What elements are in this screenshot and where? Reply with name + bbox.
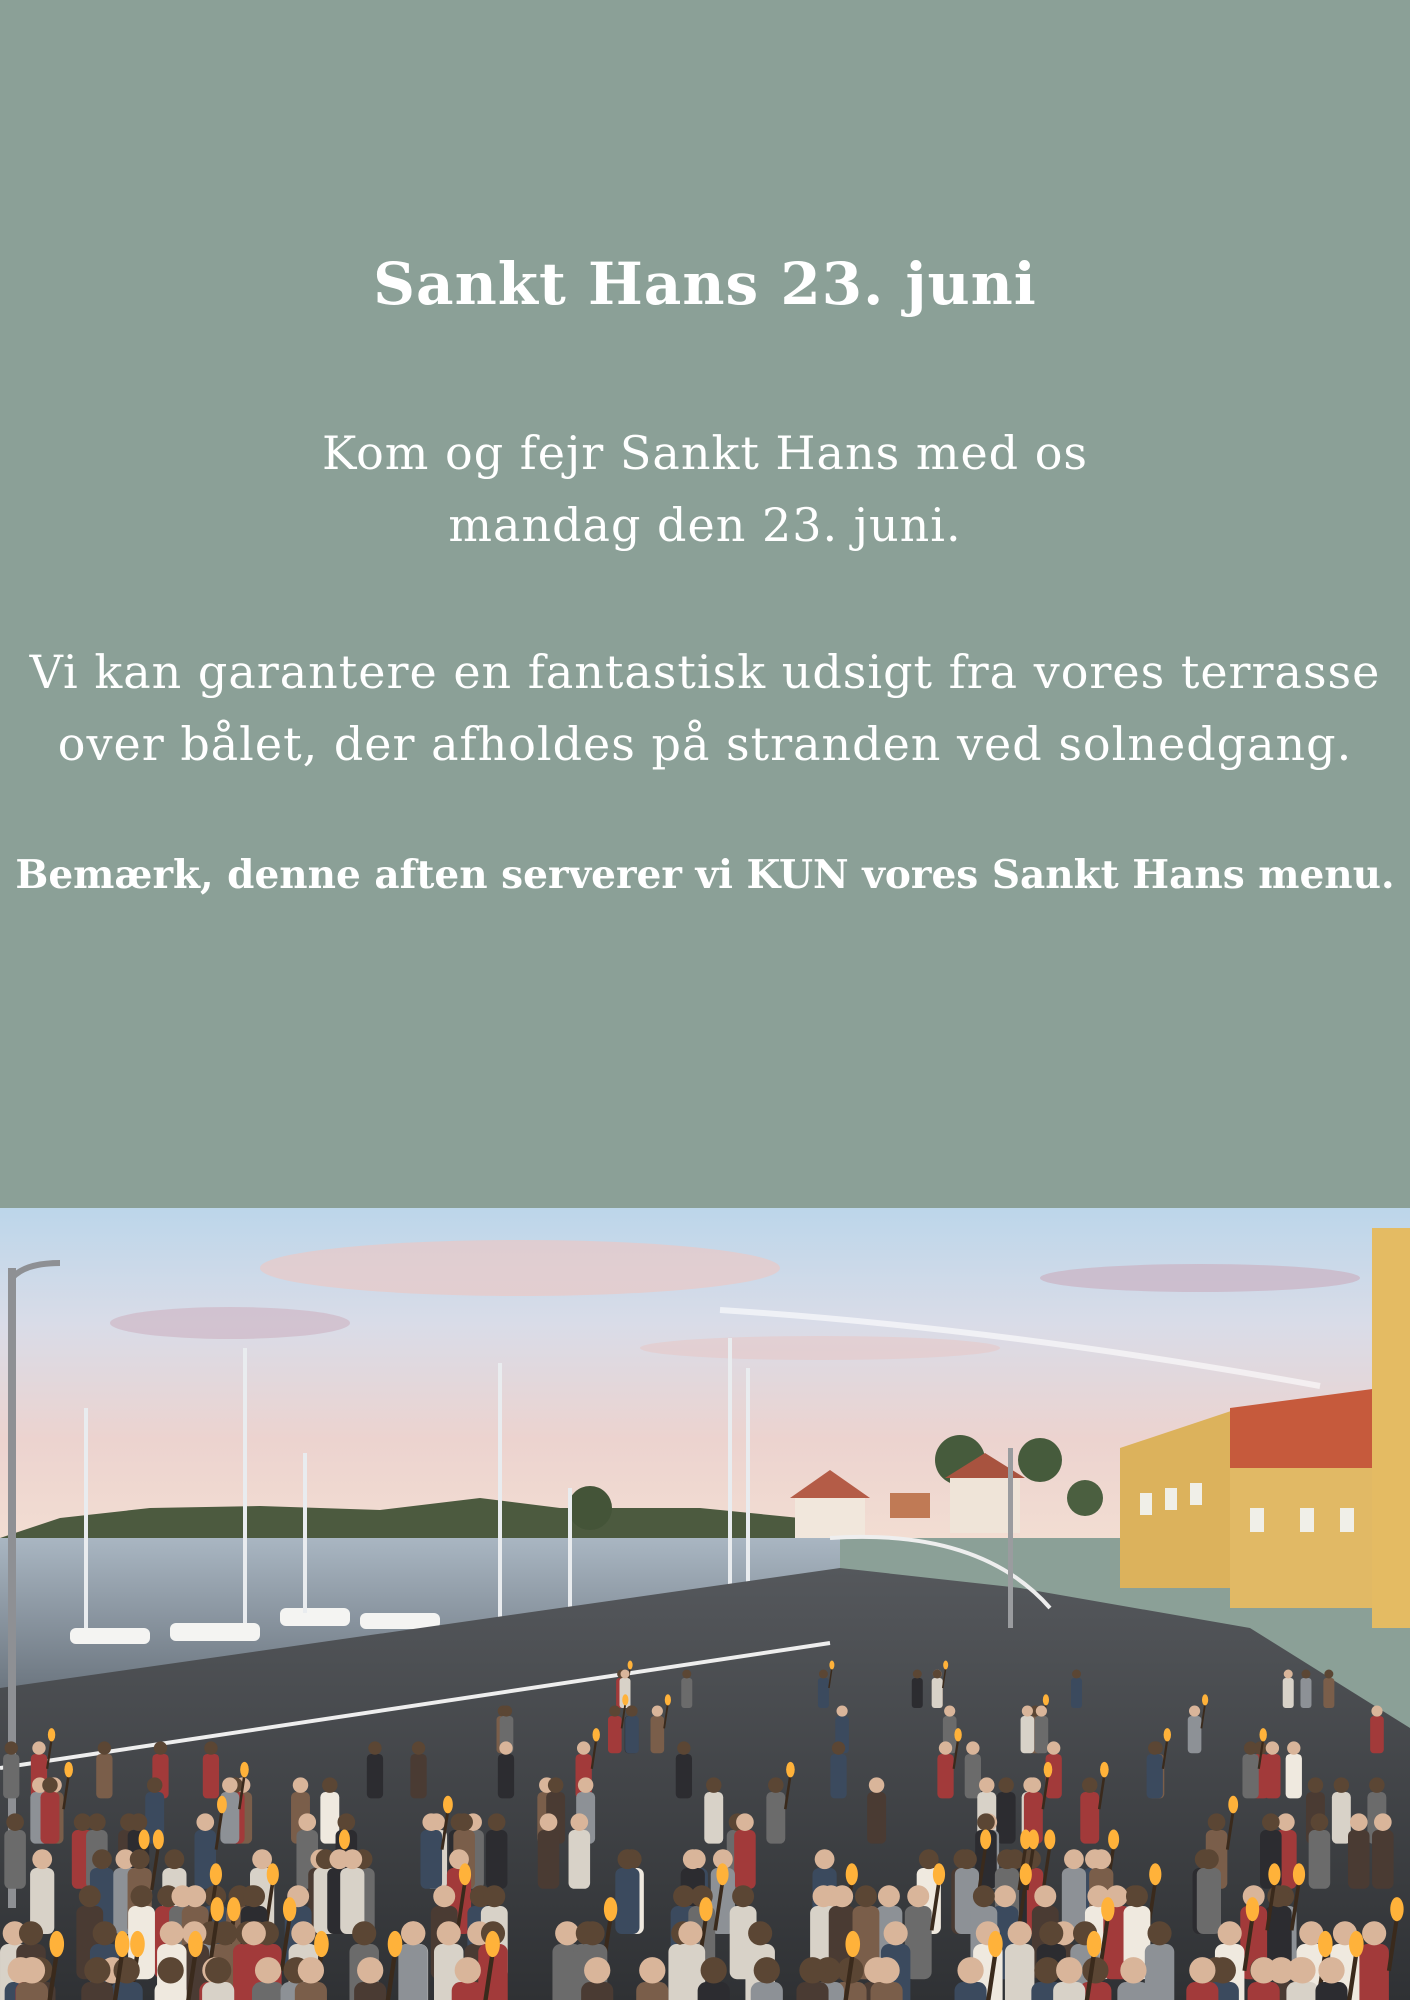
menu-note: Bemærk, denne aften serverer vi KUN vores Sankt Hans menu. [15, 852, 1395, 898]
view-line-2: over bålet, der afholdes på stranden ved solnedgang. [57, 717, 1353, 771]
event-title: Sankt Hans 23. juni [373, 250, 1037, 318]
invitation-paragraph [0, 417, 1410, 561]
invitation-line-2: mandag den 23. juni. [448, 498, 962, 552]
harbor-procession-photo [0, 1208, 1410, 2000]
view-line-1: Vi kan garantere en fantastisk udsigt fra vores terrasse [29, 645, 1381, 699]
view-paragraph [0, 636, 1410, 780]
invitation-line-1: Kom og fejr Sankt Hans med os [321, 426, 1089, 480]
